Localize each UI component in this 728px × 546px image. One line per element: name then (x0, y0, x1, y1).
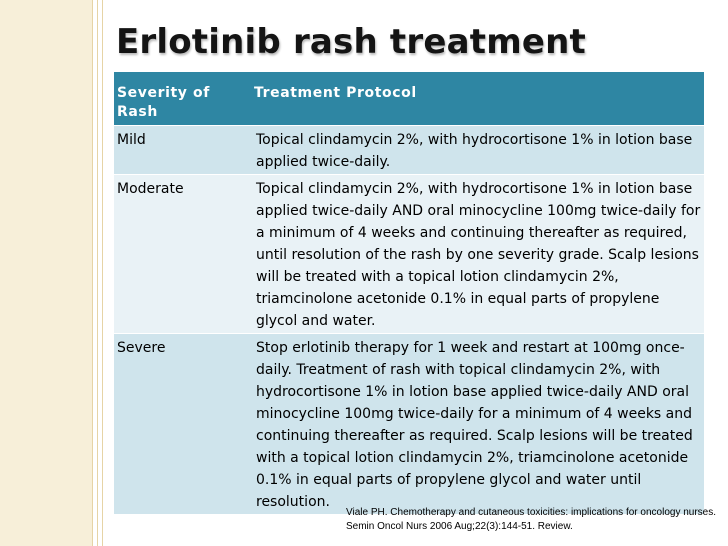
table-header-row (114, 72, 704, 126)
protocol-cell: Stop erlotinib therapy for 1 week and restart at 100mg once-daily. Treatment of rash with topical clindamycin 2%, with hydrocortisone 1% in lotion base applied twice-daily AND oral minocycline 100mg twice-daily for a minimum of 4 weeks and continuing thereafter as required. Scalp lesions will be treated with a topical lotion clindamycin 2%, triamcinolone acetonide 0.1% in equal parts of propylene glycol and water until resolution. (251, 334, 704, 515)
decorative-line (97, 0, 98, 546)
decorative-line (92, 0, 93, 546)
treatment-table (114, 72, 704, 514)
protocol-cell: Topical clindamycin 2%, with hydrocortisone 1% in lotion base applied twice-daily. (251, 126, 704, 175)
decorative-line (102, 0, 103, 546)
table-row (114, 126, 704, 175)
slide-title: Erlotinib rash treatment (116, 22, 586, 62)
protocol-cell: Topical clindamycin 2%, with hydrocortisone 1% in lotion base applied twice-daily AND oral minocycline 100mg twice-daily for a minimum of 4 weeks and continuing thereafter as required, until resolution of the rash by one severity grade. Scalp lesions will be treated with a topical lotion clindamycin 2%, triamcinolone acetonide 0.1% in equal parts of propylene glycol and water. (251, 175, 704, 334)
header-severity: Severity of Rash (114, 72, 251, 126)
severity-cell: Mild (114, 126, 251, 175)
decorative-side-band (0, 0, 92, 546)
header-treatment-protocol: Treatment Protocol (251, 72, 704, 126)
table-row (114, 175, 704, 334)
citation-text: Viale PH. Chemotherapy and cutaneous toxicities: implications for oncology nurses. Semin Oncol Nurs 2006 Aug;22(3):144-51. Review. (346, 507, 717, 532)
severity-cell: Severe (114, 334, 251, 515)
table-row (114, 334, 704, 515)
severity-cell: Moderate (114, 175, 251, 334)
